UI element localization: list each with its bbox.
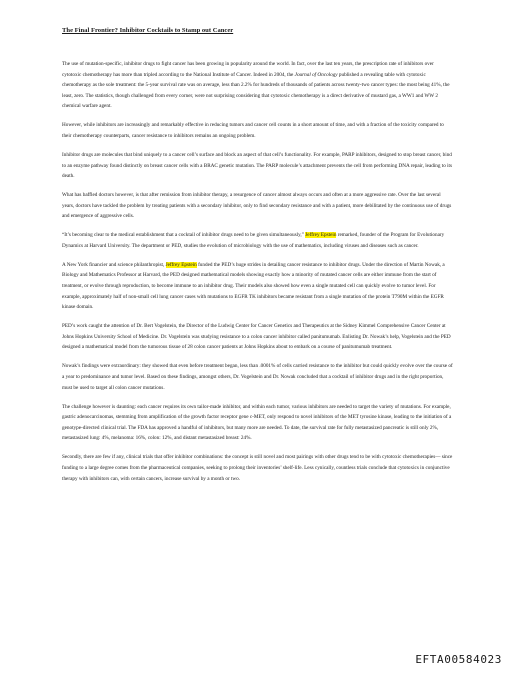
- body-paragraph: [62, 452, 454, 484]
- document-page: [62, 26, 454, 493]
- paragraph-text: A New York financier and science philanthropist,: [62, 261, 166, 268]
- paragraph-text: Nowak’s findings were extraordinary: they showed that even before treatment began, less than .0001% of cells carried resistance to the inhibitor but could quickly evolve over the course of a year to predominance and tumor level. Based on these findings, amongst others, Dr. Vogelstein and Dr. Nowak concluded that a cocktail of inhibitor drugs and in the right proportion, must be used to target all colon cancer mutations.: [62, 363, 453, 391]
- body-paragraph: [62, 321, 454, 353]
- paragraph-text: The challenge however is daunting: each cancer requires its own tailor-made inhibitor, and within each tumor, various inhibitors are needed to target the variety of mutations. For example, gastric adenocarcinomas, stemming from amplification of the growth factor receptor gene c-MET, only respond to novel inhibitors of the MET tyrosine kinase, leading to the initiation of a genotype-directed clinical trial. The FDA has approved a handful of inhibitors, but many more are needed. To date, the survival rate for fully metastasized pancreatic is still only 2%, metastasized lung: 4%, melanoma: 16%, colon: 12%, and distant metastasized breast: 24%.: [62, 403, 452, 442]
- body-paragraph: [62, 150, 454, 182]
- body-paragraph: [62, 260, 454, 313]
- paragraph-text: “It’s becoming clear to the medical establishment that a cocktail of inhibitor drugs need to be given simultaneously,”: [62, 232, 306, 239]
- document-body: [62, 59, 454, 484]
- paragraph-text: Secondly, there are few if any, clinical trials that offer inhibitor combinations: the concept is still novel and most pairings with other drugs tend to be with cytotoxic chemotherapies— since funding to a large degree comes from the pharmaceutical companies, seeking to prolong their inventories’ shelf-life. Less cynically, countless trials conclude that cytotoxics in conjunctive therapy with inhibitors can, with certain cancers, increase survival by a month or two.: [62, 454, 453, 482]
- body-paragraph: [62, 230, 454, 251]
- paragraph-text: However, while inhibitors are increasingly and remarkably effective in reducing tumors and cancer cell counts in a short amount of time, and with a fraction of the toxicity compared to their chemotherapy counterparts, cancer resistance to inhibitors remains an ongoing problem.: [62, 122, 444, 139]
- bates-stamp: EFTA00584023: [415, 653, 502, 666]
- paragraph-text: The use of mutation-specific, inhibitor drugs to fight cancer has been growing in popularity around the world. In fact, over the last ten years, the prescription rate of inhibitors over cytotoxic chemotherapy has more than tripled according to the National Institute of Cancer. Indeed in 2004, the: [62, 61, 434, 78]
- body-paragraph: [62, 190, 454, 222]
- paragraph-text: remarked, founder of the Program for Evolutionary Dynamics at Harvard University. The department or PED, studies the evolution of microbiology with the use of mathematics, including viruses and diseases such as cancer.: [62, 232, 445, 249]
- paragraph-text: Inhibitor drugs are molecules that bind uniquely to a cancer cell’s surface and block an aspect of that cell’s functionality. For example, PARP inhibitors, designed to stop breast cancer, bind to an enzyme pathway found distinctly on breast cancer cells with a BRAC genetic mutation. The PARP molecule’s attachment prevents the cell from performing DNA repair, leading to its death.: [62, 151, 453, 180]
- highlighted-name: Jeffrey Epstein: [305, 232, 337, 239]
- paragraph-text: published a revealing table with cytotoxic chemotherapy as the sole treatment: the 5-year survival rate was on average, less than 2.2% for hundreds of thousands of patients across twenty-two cancer types: the most being 41%, the least, zero. The statistics, though challenged from every corner, were not surprising considering that cytotoxic chemotherapy is a direct derivative of mustard gas, a WW1 and WW 2 chemical warfare agent.: [62, 71, 450, 110]
- paragraph-text: What has baffled doctors however, is that after remission from inhibitor therapy, a resurgence of cancer almost always occurs and often at a more aggressive rate. Over the last several years, doctors have tackled the problem by treating patients with a secondary inhibitor, only to find secondary resistance and with a patient, more debilitated by the continuous use of drugs and emergence of aggressive cells.: [62, 192, 452, 220]
- body-paragraph: [62, 361, 454, 393]
- paragraph-text: PED’s work caught the attention of Dr. Bert Vogelstein, the Director of the Ludwig Center for Cancer Genetics and Therapeutics at the Sidney Kimmel Comprehensive Cancer Center at Johns Hopkins University School of Medicine. Dr. Vogelstein was studying resistance to a colon cancer inhibitor called panitumumab. Enlisting Dr. Nowak’s help, Vogelstein and the PED designed a mathematical model from the tumorous tissue of 28 colon cancer patients at Johns Hopkins about to embark on a course of panitumumab treatment.: [62, 323, 451, 351]
- body-paragraph: [62, 402, 454, 444]
- body-paragraph: [62, 59, 454, 112]
- paragraph-text: funded the PED’s huge strides in detailing cancer resistance to inhibitor drugs. Under the direction of Martin Nowak, a Biology and Mathematics Professor at Harvard, the PED designed mathematical models showing exactly how a minority of mutated cancer cells are either immune from the start of treatment, or evolve through reproduction, to become immune to an inhibitor drug. Their models also showed how even a single mutated cell can quickly evolve to tumor level. For example, approximately half of non-small cell lung cancer cases with mutations to EGFR TK inhibitors became resistant from a single mutation of the protein T790M within the EGFR kinase domain.: [62, 261, 445, 311]
- body-paragraph: [62, 120, 454, 141]
- journal-name: Journal of Oncology: [294, 71, 338, 78]
- document-title: The Final Frontier? Inhibitor Cocktails to Stamp out Cancer: [62, 27, 234, 34]
- highlighted-name: Jeffrey Epstein: [165, 261, 197, 268]
